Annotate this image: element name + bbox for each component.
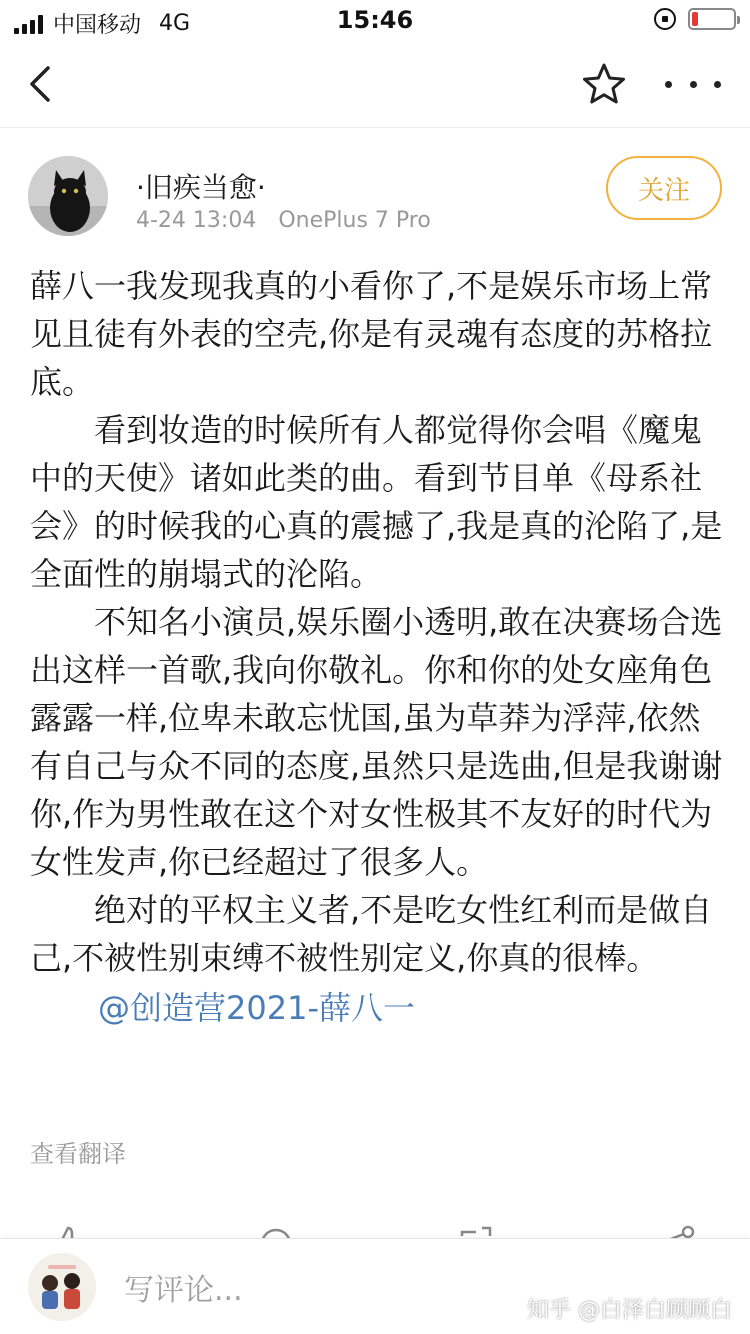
watermark: 知乎 @白泽白顾顾白 — [527, 1298, 732, 1323]
battery-icon — [688, 8, 736, 30]
user-avatar[interactable] — [28, 1253, 96, 1321]
translate-link[interactable]: 查看翻译 — [30, 1140, 126, 1168]
post-paragraph: 薛八一我发现我真的小看你了,不是娱乐市场上常见且徒有外表的空壳,你是有灵魂有态度的苏格拉底。 — [30, 267, 713, 401]
top-nav-bar — [0, 40, 750, 128]
carrier-label: 中国移动 — [53, 13, 142, 38]
follow-button[interactable]: 关注 — [606, 156, 722, 220]
battery-level — [692, 12, 698, 26]
post-paragraph: 不知名小演员,娱乐圈小透明,敢在决赛场合选出这样一首歌,我向你敬礼。你和你的处女座角色露露一样,位卑未敢忘忧国,虽为草莽为浮萍,依然有自己与众不同的态度,虽然只是选曲,但是我谢谢你,作为男性敢在这个对女性极其不友好的时代为女性发声,你已经超过了很多人。 — [30, 603, 723, 881]
rotation-lock-icon — [654, 8, 676, 30]
clock: 15:46 — [336, 6, 414, 34]
more-dots-icon[interactable] — [665, 62, 721, 106]
mention-link[interactable]: @创造营2021-薛八一 — [98, 989, 415, 1027]
post-device: OnePlus 7 Pro — [278, 208, 431, 233]
post-meta — [136, 208, 431, 233]
star-outline-icon[interactable] — [580, 60, 628, 108]
back-chevron-icon[interactable] — [22, 62, 62, 106]
author-name[interactable]: ·旧疾当愈· — [136, 171, 266, 204]
post-paragraph: 看到妆造的时候所有人都觉得你会唱《魔鬼中的天使》诸如此类的曲。看到节目单《母系社会》的时候我的心真的震撼了,我是真的沦陷了,是全面性的崩塌式的沦陷。 — [30, 411, 723, 593]
comment-bar — [0, 1238, 750, 1334]
post-content — [30, 262, 724, 1032]
post-paragraph: 绝对的平权主义者,不是吃女性红利而是做自己,不被性别束缚不被性别定义,你真的很棒。 — [30, 891, 713, 977]
status-bar — [0, 0, 750, 40]
author-avatar[interactable] — [28, 156, 108, 236]
network-label: 4G — [159, 11, 191, 36]
status-right — [654, 8, 736, 30]
comment-input[interactable]: 写评论... — [124, 1273, 243, 1308]
post-date: 4-24 13:04 — [136, 208, 257, 233]
